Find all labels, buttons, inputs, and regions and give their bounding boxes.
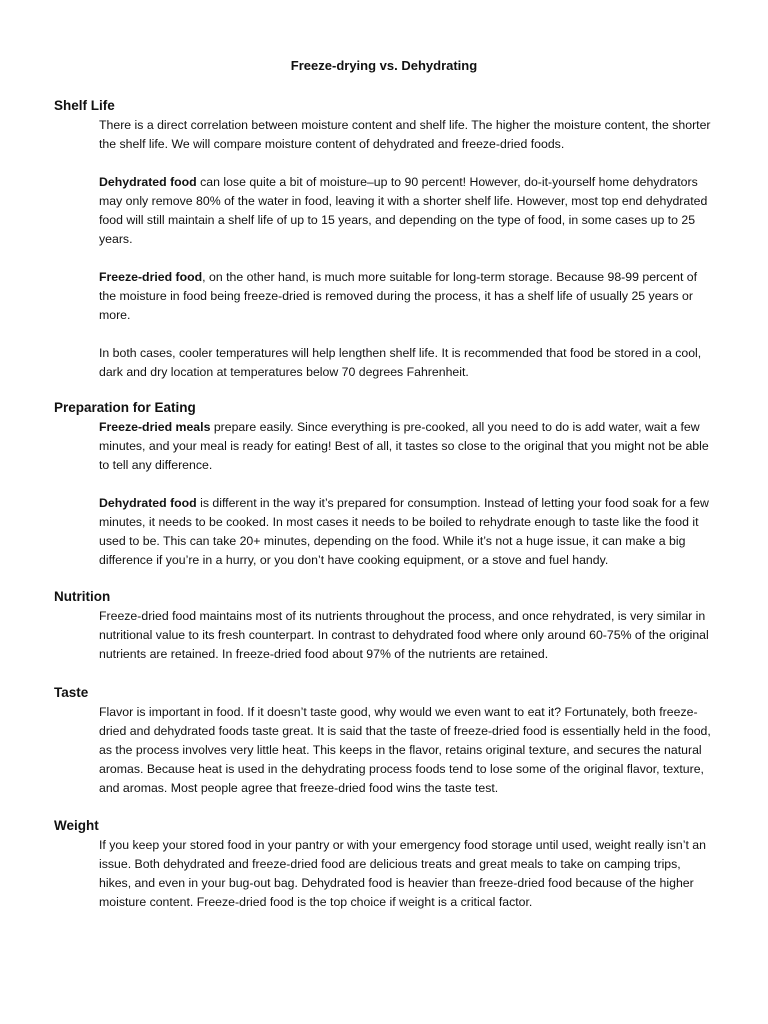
document-title: Freeze-drying vs. Dehydrating	[290, 58, 478, 73]
section-nutrition	[54, 588, 724, 664]
paragraph-text: is different in the way it’s prepared for consumption. Instead of letting your food soak for a few minutes, it needs to be cooked. In most cases it needs to be boiled to rehydrate enough to taste like the food it used to be. This can take 20+ minutes, depending on the food. While it’s not a huge issue, it can make a big difference if you’re in a hurry, or you don’t have cooking equipment, or a stove and fuel handy.	[99, 496, 709, 567]
section-taste	[54, 684, 724, 798]
bold-lead-term: Freeze-dried food	[99, 270, 203, 284]
section-heading-taste: Taste	[54, 685, 89, 700]
bold-lead-term: Freeze-dried meals	[99, 420, 211, 434]
section-shelf-life	[54, 97, 724, 382]
section-heading-weight: Weight	[54, 818, 99, 833]
section-weight	[54, 817, 724, 912]
paragraph	[99, 173, 715, 249]
paragraph	[99, 418, 715, 475]
paragraph: There is a direct correlation between moisture content and shelf life. The higher the moisture content, the shorter the shelf life. We will compare moisture content of dehydrated and freeze-dried foods.	[99, 118, 711, 151]
paragraph: Freeze-dried food maintains most of its nutrients throughout the process, and once rehydrated, is very similar in nutritional value to its fresh counterpart. In contrast to dehydrated food where only around 60-75% of the original nutrients are retained. In freeze-dried food about 97% of the nutrients are retained.	[99, 609, 709, 661]
paragraph-text: can lose quite a bit of moisture–up to 90 percent! However, do-it-yourself home dehydrators may only remove 80% of the water in food, leaving it with a shorter shelf life. However, most top end dehydrated food will still maintain a shelf life of up to 15 years, and depending on the type of food, in some cases up to 25 years.	[99, 175, 708, 246]
bold-lead-term: Dehydrated food	[99, 496, 197, 510]
paragraph-text: , on the other hand, is much more suitable for long-term storage. Because 98-99 percent of the moisture in food being freeze-dried is removed during the process, it has a shelf life of usually 25 years or more.	[99, 270, 698, 322]
paragraph: If you keep your stored food in your pantry or with your emergency food storage until used, weight really isn’t an issue. Both dehydrated and freeze-dried food are delicious treats and great meals to take on camping trips, hikes, and even in your bug-out bag. Dehydrated food is heavier than freeze-dried food because of the higher moisture content. Freeze-dried food is the top choice if weight is a critical factor.	[99, 838, 706, 909]
section-preparation	[54, 399, 724, 570]
paragraph	[99, 494, 715, 570]
bold-lead-term: Dehydrated food	[99, 175, 197, 189]
section-heading-preparation: Preparation for Eating	[54, 400, 196, 415]
paragraph: In both cases, cooler temperatures will help lengthen shelf life. It is recommended that food be stored in a cool, dark and dry location at temperatures below 70 degrees Fahrenheit.	[99, 346, 702, 379]
section-heading-shelf-life: Shelf Life	[54, 98, 115, 113]
paragraph-text: prepare easily. Since everything is pre-cooked, all you need to do is add water, wait a few minutes, and your meal is ready for eating! Best of all, it tastes so close to the original that you might not be able to tell any difference.	[99, 420, 709, 472]
paragraph	[99, 268, 715, 325]
paragraph: Flavor is important in food. If it doesn’t taste good, why would we even want to eat it? Fortunately, both freeze-dried and dehydrated foods taste great. It is said that the taste of freeze-dried food is essentially held in the food, as the process involves very little heat. This keeps in the flavor, retains original texture, and secures the natural aromas. Because heat is used in the dehydrating process foods tend to lose some of the original flavor, texture, and aromas. Most people agree that freeze-dried food wins the taste test.	[99, 705, 711, 795]
section-heading-nutrition: Nutrition	[54, 589, 111, 604]
